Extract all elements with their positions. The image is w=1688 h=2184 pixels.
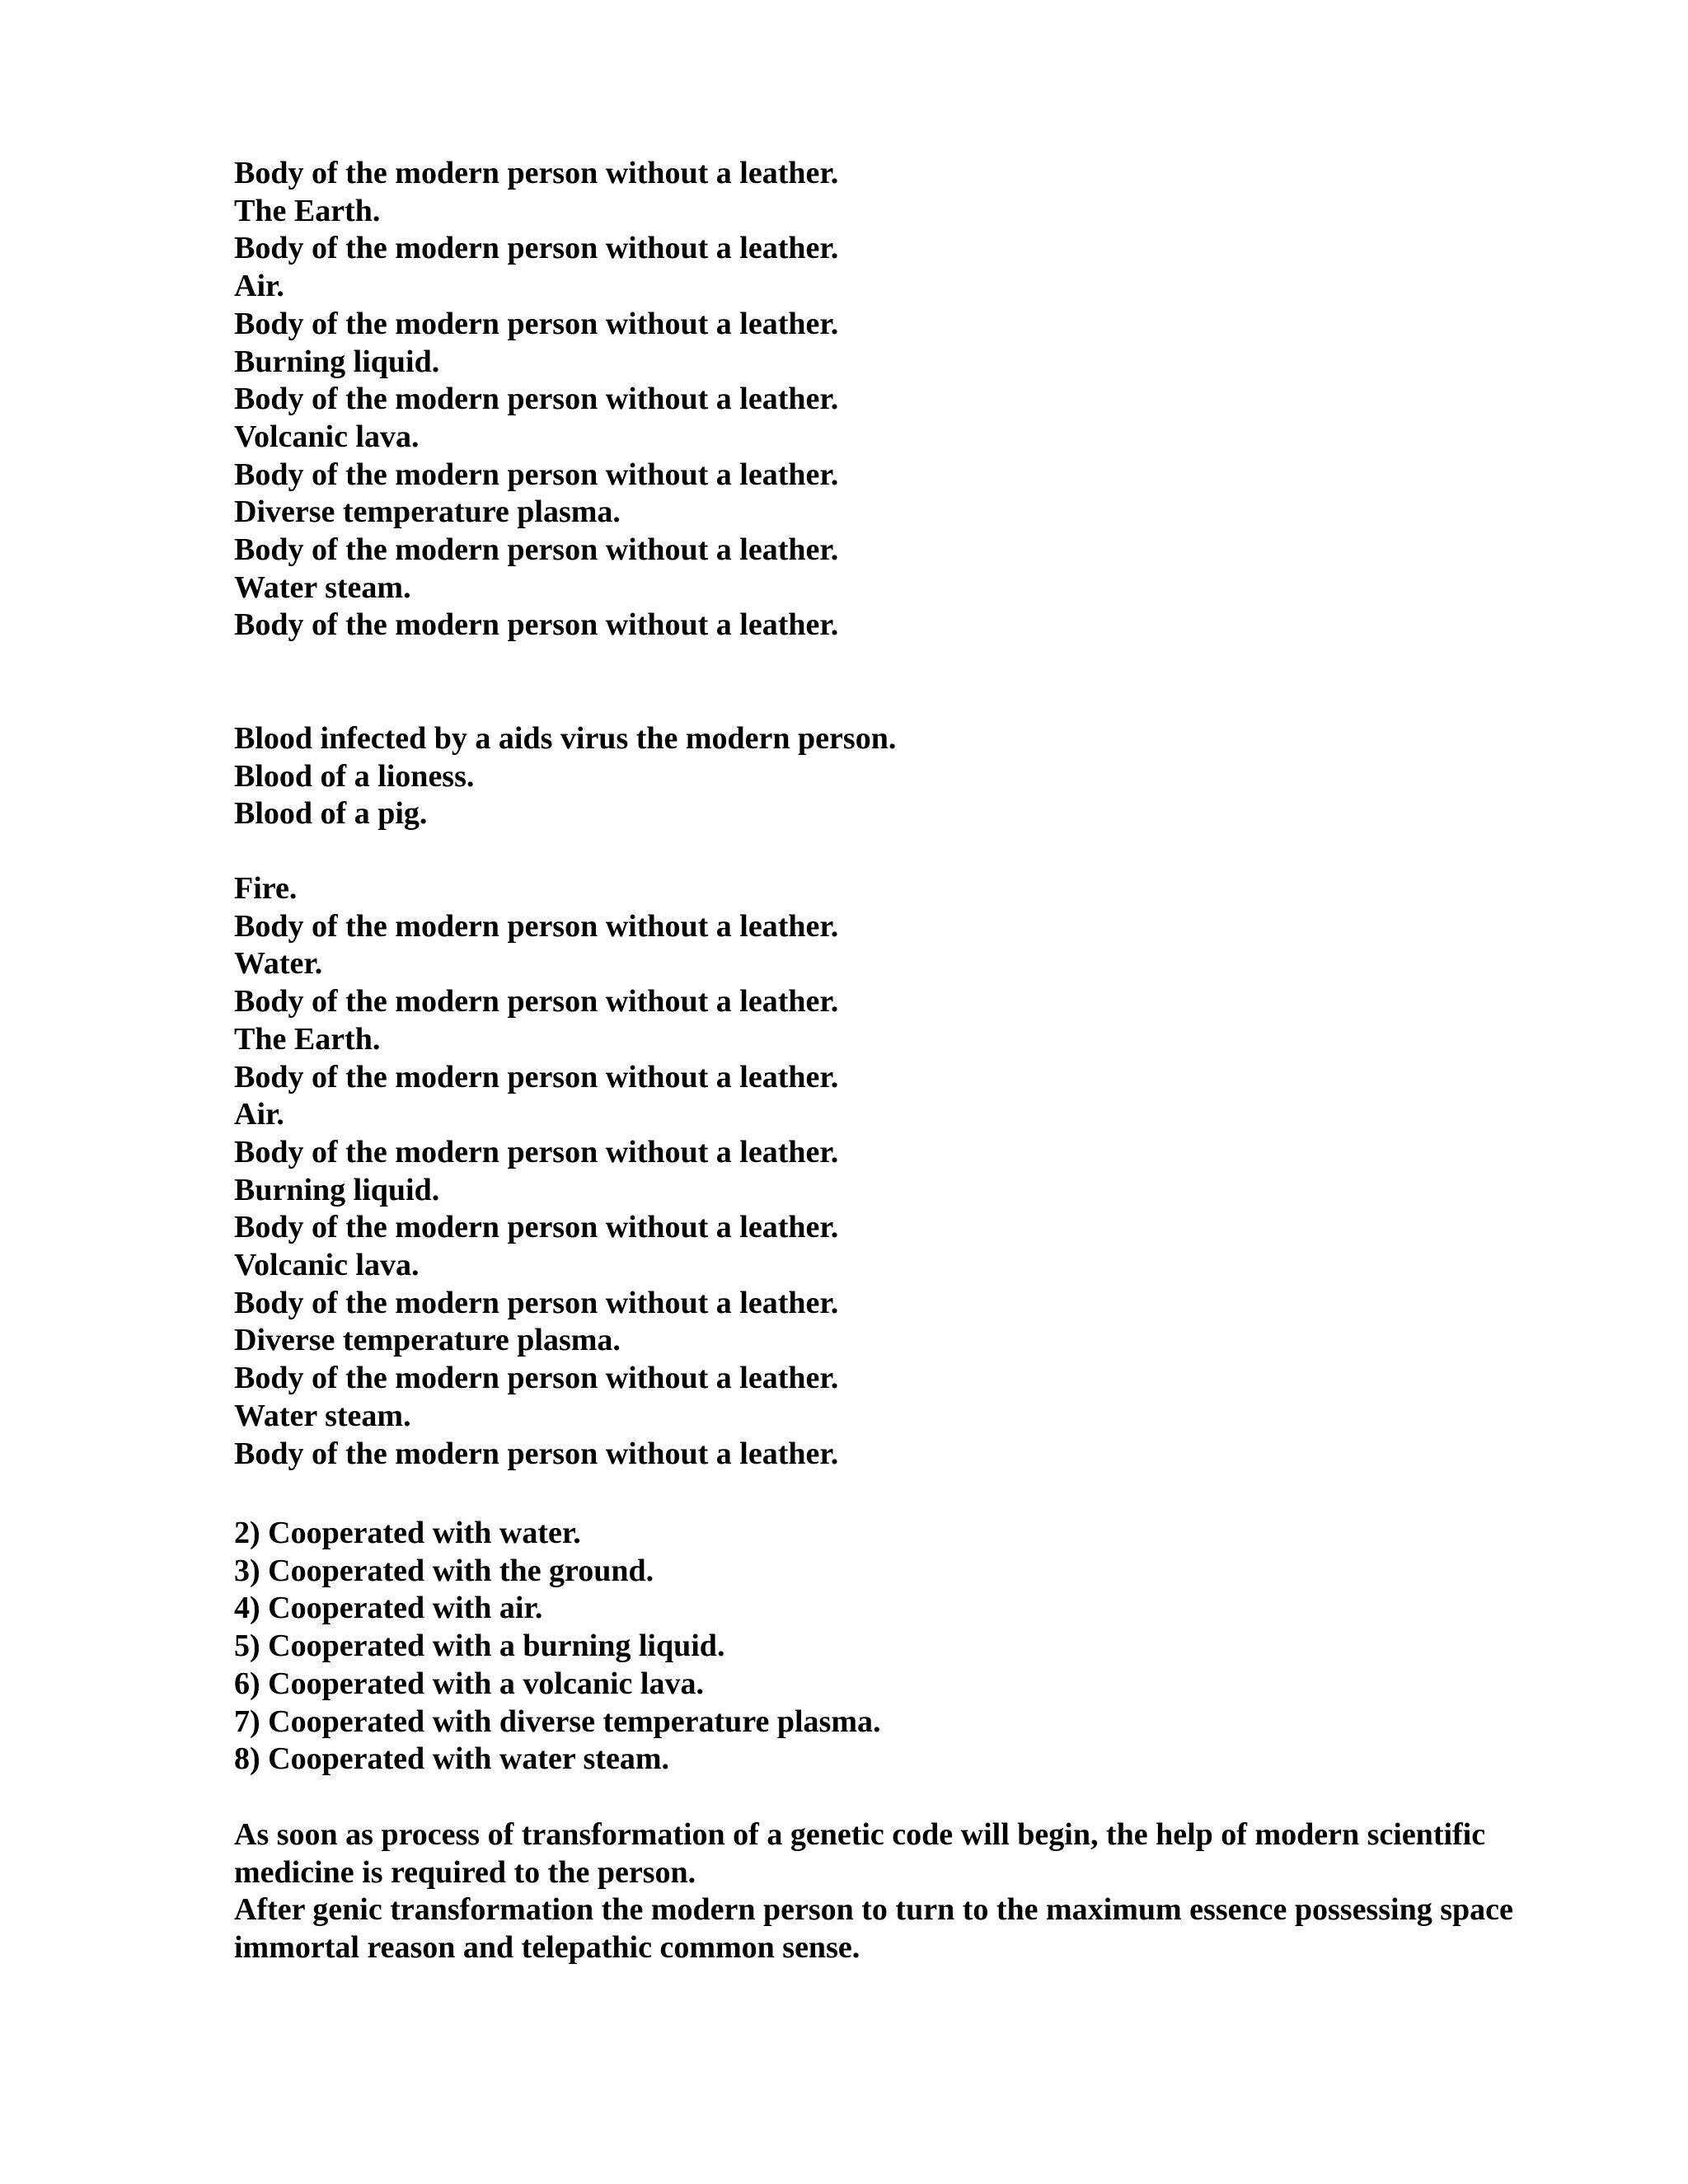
list-item: 7) Cooperated with diverse temperature plasma.	[234, 1704, 881, 1739]
text-line: Fire.	[234, 871, 298, 906]
text-line: Body of the modern person without a leather.	[234, 1285, 839, 1320]
text-line: The Earth.	[234, 193, 381, 228]
paragraph: As soon as process of transformation of a genetic code will begin, the help of modern scientific medicine is required to the person.	[234, 1817, 1486, 1890]
text-line: Air.	[234, 269, 284, 304]
closing-paragraphs	[234, 1816, 1569, 1967]
text-line: Body of the modern person without a leather.	[234, 908, 839, 944]
text-line: Volcanic lava.	[234, 419, 420, 454]
section-fire-elements	[234, 870, 1569, 1473]
list-item: 3) Cooperated with the ground.	[234, 1553, 654, 1588]
text-line: Water steam.	[234, 1398, 411, 1433]
list-item: 8) Cooperated with water steam.	[234, 1741, 670, 1777]
text-line: Body of the modern person without a leather.	[234, 1436, 839, 1471]
list-item: 2) Cooperated with water.	[234, 1516, 581, 1550]
section-body-elements	[234, 155, 1569, 644]
text-line: Body of the modern person without a leather.	[234, 607, 839, 643]
list-item: 5) Cooperated with a burning liquid.	[234, 1629, 725, 1664]
text-line: Body of the modern person without a leather.	[234, 1210, 839, 1245]
text-line: Burning liquid.	[234, 344, 440, 379]
text-line: Air.	[234, 1097, 284, 1132]
text-line: Blood of a pig.	[234, 796, 428, 832]
text-line: The Earth.	[234, 1021, 381, 1057]
text-line: Blood of a lioness.	[234, 758, 475, 794]
numbered-list	[234, 1515, 1569, 1779]
text-line: Blood infected by a aids virus the modern person.	[234, 721, 897, 756]
text-line: Body of the modern person without a leather.	[234, 457, 839, 492]
text-line: Body of the modern person without a leather.	[234, 984, 839, 1019]
text-line: Body of the modern person without a leather.	[234, 1361, 839, 1396]
text-line: Volcanic lava.	[234, 1248, 420, 1283]
list-item: 4) Cooperated with air.	[234, 1591, 543, 1626]
text-line: Body of the modern person without a leather.	[234, 156, 839, 190]
section-blood	[234, 720, 1569, 833]
text-line: Water steam.	[234, 569, 411, 605]
text-line: Body of the modern person without a leather.	[234, 1134, 839, 1169]
text-line: Burning liquid.	[234, 1172, 440, 1207]
text-line: Body of the modern person without a leather.	[234, 1059, 839, 1094]
text-line: Diverse temperature plasma.	[234, 494, 621, 530]
text-line: Body of the modern person without a leather.	[234, 532, 839, 568]
text-line: Water.	[234, 946, 323, 982]
paragraph: After genic transformation the modern person to turn to the maximum essence possessing space immortal reason and telepathic common sense.	[234, 1892, 1513, 1966]
text-line: Body of the modern person without a leather.	[234, 231, 839, 266]
text-line: Diverse temperature plasma.	[234, 1323, 621, 1358]
list-item: 6) Cooperated with a volcanic lava.	[234, 1666, 704, 1701]
text-line: Body of the modern person without a leather.	[234, 306, 839, 341]
text-line: Body of the modern person without a leather.	[234, 382, 839, 417]
